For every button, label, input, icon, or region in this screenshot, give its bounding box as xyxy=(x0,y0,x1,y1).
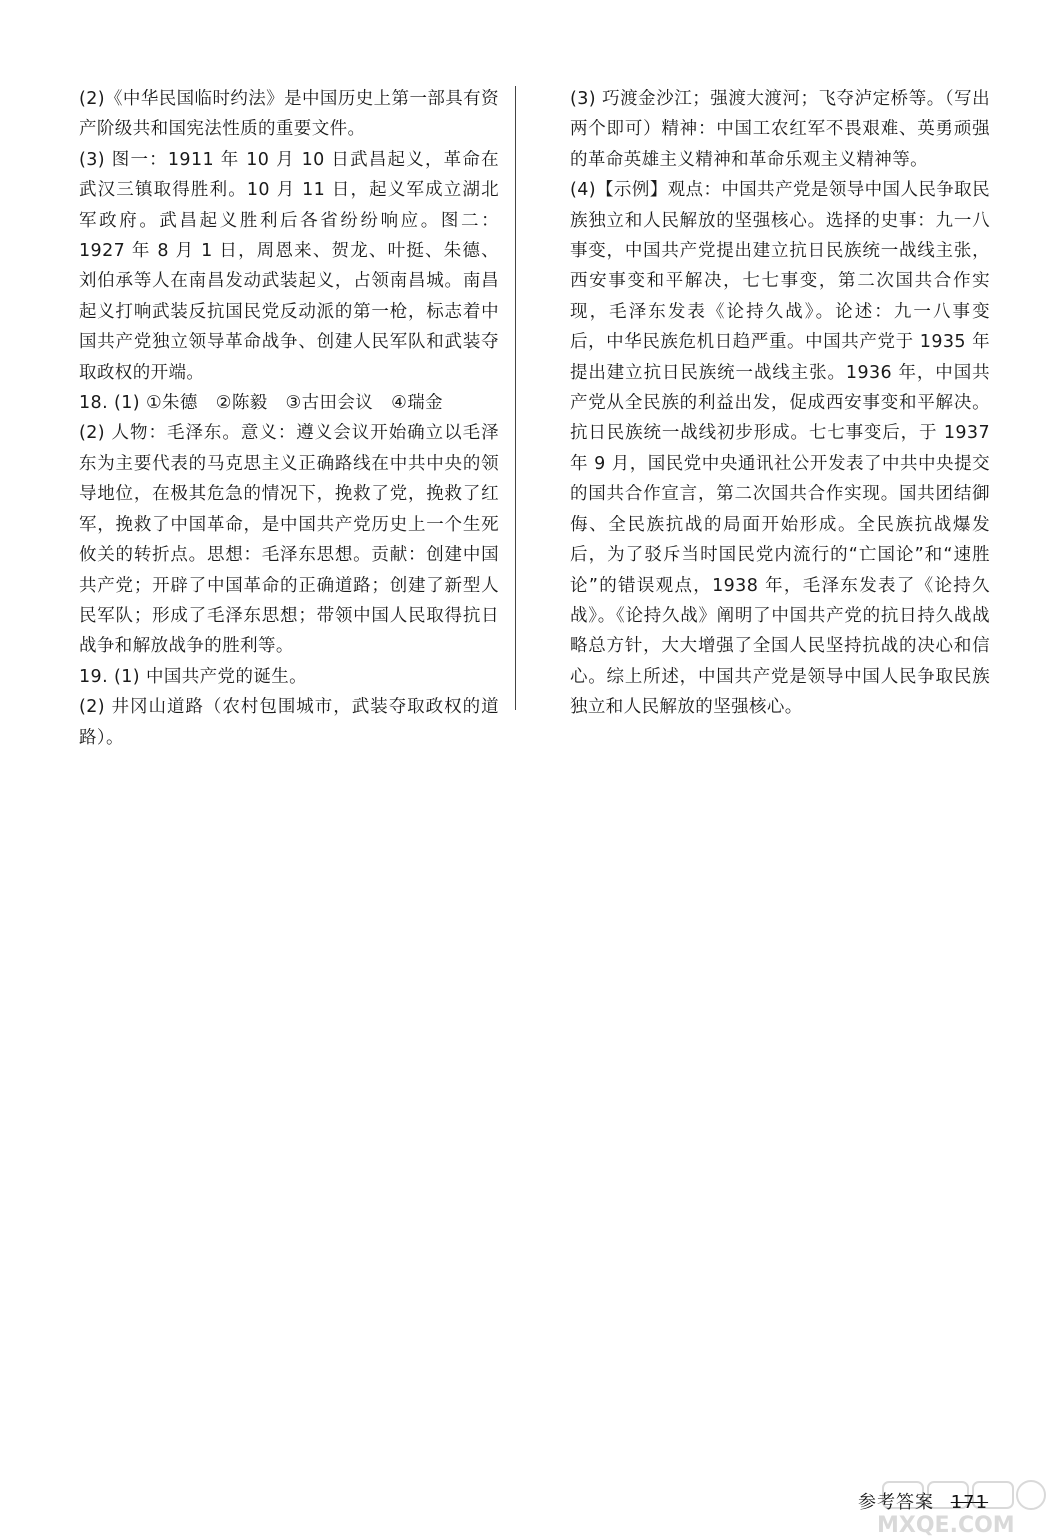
answer-paragraph: 19. (1) 中国共产党的诞生。 xyxy=(79,666,308,687)
answer-paragraph: (2)《中华民国临时约法》是中国历史上第一部具有资产阶级共和国宪法性质的重要文件。 xyxy=(79,89,499,140)
watermark-logo xyxy=(873,1478,1053,1536)
column-divider xyxy=(515,86,516,710)
answer-paragraph: (2) 井冈山道路（农村包围城市，武装夺取政权的道路）。 xyxy=(79,697,499,748)
answer-column-right xyxy=(570,84,990,723)
svg-text:MXQE.COM: MXQE.COM xyxy=(877,1513,1015,1536)
answer-paragraph: (3) 巧渡金沙江；强渡大渡河；飞夺泸定桥等。（写出两个即可）精神：中国工农红军不畏艰难、英勇顽强的革命英雄主义精神和革命乐观主义精神等。 xyxy=(570,89,990,170)
answer-paragraph: (3) 图一：1911 年 10 月 10 日武昌起义，革命在武汉三镇取得胜利。10 月 11 日，起义军成立湖北军政府。武昌起义胜利后各省纷纷响应。图二：1927 年 8 月 1 日，周恩来、贺龙、叶挺、朱德、刘伯承等人在南昌发动武装起义，占领南昌城。南昌起义打响武装反抗国民党反动派的第一枪，标志着中国共产党独立领导革命战争、创建人民军队和武装夺取政权的开端。 xyxy=(79,149,499,383)
answer-paragraph: 18. (1) ①朱德 ②陈毅 ③古田会议 ④瑞金 xyxy=(79,393,443,414)
page-number: 171 xyxy=(950,1492,989,1513)
answer-paragraph: (4)【示例】观点：中国共产党是领导中国人民争取民族独立和人民解放的坚强核心。选择的史事：九一八事变，中国共产党提出建立抗日民族统一战线主张，西安事变和平解决，七七事变，第二次国共合作实现，毛泽东发表《论持久战》。论述：九一八事变后，中华民族危机日趋严重。中国共产党于 1935 年提出建立抗日民族统一战线主张。1936 年，中国共产党从全民族的利益出发，促成西安事变和平解决。抗日民族统一战线初步形成。七七事变后，于 1937 年 9 月，国民党中央通讯社公开发表了中共中央提交的国共合作宣言，第二次国共合作实现。国共团结御侮、全民族抗战的局面开始形成。全民族抗战爆发后，为了驳斥当时国民党内流行的“亡国论”和“速胜论”的错误观点，1938 年，毛泽东发表了《论持久战》。《论持久战》阐明了中国共产党的抗日持久战战略总方针，大大增强了全国人民坚持抗战的决心和信心。综上所述，中国共产党是领导中国人民争取民族独立和人民解放的坚强核心。 xyxy=(570,180,990,718)
answer-column-left xyxy=(79,84,499,753)
footer-label: 参考答案 xyxy=(858,1492,934,1513)
answer-paragraph: (2) 人物：毛泽东。意义：遵义会议开始确立以毛泽东为主要代表的马克思主义正确路线在中共中央的领导地位，在极其危急的情况下，挽救了党，挽救了红军，挽救了中国革命，是中国共产党历史上一个生死攸关的转折点。思想：毛泽东思想。贡献：创建中国共产党；开辟了中国革命的正确道路；创建了新型人民军队；形成了毛泽东思想；带领中国人民取得抗日战争和解放战争的胜利等。 xyxy=(79,423,499,657)
